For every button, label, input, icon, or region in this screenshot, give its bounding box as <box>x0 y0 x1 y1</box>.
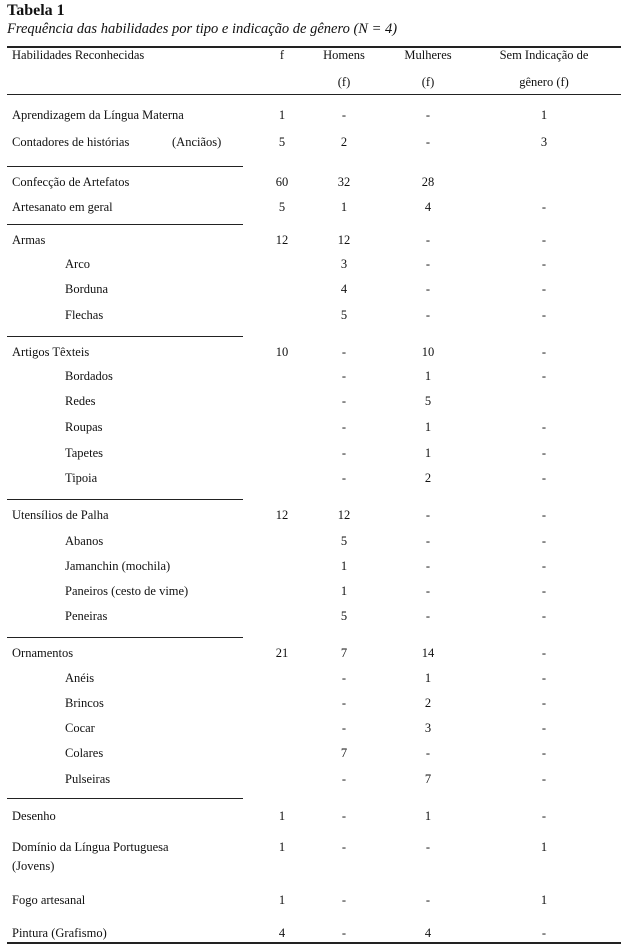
cell-homens: 5 <box>340 308 348 322</box>
cell-sem-indicacao: - <box>541 282 547 296</box>
group-divider <box>7 336 243 337</box>
cell-sem-indicacao: - <box>541 809 547 823</box>
cell-homens: 3 <box>340 257 348 271</box>
cell-mulheres: 1 <box>424 446 432 460</box>
cell-sem-indicacao: - <box>541 746 547 760</box>
subitem-label: Colares <box>65 746 104 760</box>
cell-f: 5 <box>278 200 286 214</box>
cell-homens: - <box>341 471 347 485</box>
cell-mulheres: - <box>425 308 431 322</box>
cell-homens: - <box>341 809 347 823</box>
cell-mulheres: - <box>425 135 431 149</box>
cell-homens: - <box>341 369 347 383</box>
cell-mulheres: - <box>425 840 431 854</box>
cell-sem-indicacao: 1 <box>540 108 548 122</box>
subitem-label: Abanos <box>65 534 104 548</box>
subitem-label: Peneiras <box>65 609 108 623</box>
cell-sem-indicacao: - <box>541 420 547 434</box>
group-divider <box>7 637 243 638</box>
cell-homens: - <box>341 696 347 710</box>
cell-sem-indicacao: 1 <box>540 893 548 907</box>
cell-homens: 32 <box>337 175 351 189</box>
subitem-label: Borduna <box>65 282 109 296</box>
table-rule <box>7 942 621 944</box>
cell-sem-indicacao: - <box>541 609 547 623</box>
cell-mulheres: - <box>425 282 431 296</box>
subitem-label: Arco <box>65 257 90 271</box>
cell-homens: - <box>341 926 347 940</box>
header-sem-indicacao: Sem Indicação de <box>499 48 589 62</box>
subitem-label: Tapetes <box>65 446 103 460</box>
cell-homens: - <box>341 772 347 786</box>
cell-mulheres: - <box>425 108 431 122</box>
subitem-label: Jamanchin (mochila) <box>65 559 171 573</box>
cell-homens: 5 <box>340 534 348 548</box>
cell-mulheres: - <box>425 584 431 598</box>
cell-mulheres: - <box>425 893 431 907</box>
cell-sem-indicacao: - <box>541 446 547 460</box>
cell-sem-indicacao: - <box>541 200 547 214</box>
cell-homens: - <box>341 108 347 122</box>
cell-mulheres: - <box>425 559 431 573</box>
subitem-label: Brincos <box>65 696 104 710</box>
cell-mulheres: 14 <box>421 646 435 660</box>
table-caption-subtitle: Frequência das habilidades por tipo e indicação de gênero (N = 4) <box>7 21 398 37</box>
cell-sem-indicacao: 1 <box>540 840 548 854</box>
header-homens: Homens <box>323 48 365 62</box>
cell-f: 1 <box>278 893 286 907</box>
cell-homens: - <box>341 420 347 434</box>
header-homens-unit: (f) <box>337 75 351 89</box>
category-label: Desenho <box>12 809 56 823</box>
category-label: Artesanato em geral <box>12 200 113 214</box>
cell-mulheres: 28 <box>421 175 435 189</box>
cell-sem-indicacao: - <box>541 345 547 359</box>
cell-mulheres: 5 <box>424 394 432 408</box>
cell-mulheres: 1 <box>424 369 432 383</box>
subitem-label: Bordados <box>65 369 113 383</box>
header-mulheres-unit: (f) <box>421 75 435 89</box>
cell-homens: - <box>341 345 347 359</box>
cell-f: 21 <box>275 646 289 660</box>
category-label: Ornamentos <box>12 646 74 660</box>
cell-homens: - <box>341 671 347 685</box>
cell-mulheres: - <box>425 508 431 522</box>
category-label: Contadores de histórias <box>12 135 130 149</box>
cell-sem-indicacao: - <box>541 233 547 247</box>
group-divider <box>7 224 243 225</box>
cell-homens: 7 <box>340 746 348 760</box>
header-skills: Habilidades Reconhecidas <box>12 48 145 62</box>
subitem-label: Cocar <box>65 721 95 735</box>
cell-mulheres: 1 <box>424 809 432 823</box>
cell-mulheres: 3 <box>424 721 432 735</box>
category-label-line2: (Jovens) <box>12 859 55 873</box>
cell-sem-indicacao: - <box>541 369 547 383</box>
cell-mulheres: - <box>425 534 431 548</box>
category-label-extra: (Anciãos) <box>172 135 222 149</box>
cell-homens: 12 <box>337 508 351 522</box>
category-label: Utensílios de Palha <box>12 508 109 522</box>
cell-f: 1 <box>278 840 286 854</box>
cell-f: 12 <box>275 508 289 522</box>
cell-f: 1 <box>278 108 286 122</box>
category-label: Pintura (Grafismo) <box>12 926 107 940</box>
group-divider <box>7 499 243 500</box>
cell-mulheres: 10 <box>421 345 435 359</box>
cell-homens: 2 <box>340 135 348 149</box>
category-label: Confecção de Artefatos <box>12 175 130 189</box>
cell-mulheres: 1 <box>424 671 432 685</box>
cell-mulheres: - <box>425 257 431 271</box>
cell-homens: - <box>341 893 347 907</box>
subitem-label: Roupas <box>65 420 103 434</box>
cell-mulheres: 4 <box>424 926 432 940</box>
cell-sem-indicacao: - <box>541 721 547 735</box>
cell-sem-indicacao: - <box>541 559 547 573</box>
subitem-label: Pulseiras <box>65 772 111 786</box>
cell-sem-indicacao: - <box>541 534 547 548</box>
cell-mulheres: - <box>425 233 431 247</box>
cell-sem-indicacao: - <box>541 772 547 786</box>
cell-mulheres: - <box>425 609 431 623</box>
cell-mulheres: 4 <box>424 200 432 214</box>
header-mulheres: Mulheres <box>404 48 452 62</box>
cell-mulheres: - <box>425 746 431 760</box>
cell-sem-indicacao: - <box>541 696 547 710</box>
cell-f: 1 <box>278 809 286 823</box>
cell-sem-indicacao: - <box>541 926 547 940</box>
cell-homens: 1 <box>340 584 348 598</box>
category-label: Aprendizagem da Língua Materna <box>12 108 184 122</box>
cell-f: 10 <box>275 345 289 359</box>
cell-sem-indicacao: - <box>541 308 547 322</box>
table-caption-title: Tabela 1 <box>7 2 65 19</box>
cell-homens: 12 <box>337 233 351 247</box>
category-label: Armas <box>12 233 46 247</box>
cell-homens: 5 <box>340 609 348 623</box>
category-label: Domínio da Língua Portuguesa <box>12 840 169 854</box>
cell-mulheres: 7 <box>424 772 432 786</box>
cell-sem-indicacao: - <box>541 508 547 522</box>
cell-mulheres: 2 <box>424 696 432 710</box>
cell-sem-indicacao: - <box>541 646 547 660</box>
category-label: Artigos Têxteis <box>12 345 90 359</box>
cell-homens: - <box>341 721 347 735</box>
group-divider <box>7 798 243 799</box>
cell-homens: 1 <box>340 559 348 573</box>
subitem-label: Redes <box>65 394 96 408</box>
subitem-label: Paneiros (cesto de vime) <box>65 584 189 598</box>
subitem-label: Tipoia <box>65 471 98 485</box>
cell-homens: - <box>341 394 347 408</box>
cell-homens: - <box>341 840 347 854</box>
subitem-label: Flechas <box>65 308 104 322</box>
cell-f: 4 <box>278 926 286 940</box>
cell-sem-indicacao: - <box>541 671 547 685</box>
cell-sem-indicacao: - <box>541 257 547 271</box>
cell-f: 60 <box>275 175 289 189</box>
cell-f: 12 <box>275 233 289 247</box>
category-label: Fogo artesanal <box>12 893 86 907</box>
subitem-label: Anéis <box>65 671 95 685</box>
cell-sem-indicacao: 3 <box>540 135 548 149</box>
cell-mulheres: 1 <box>424 420 432 434</box>
cell-homens: 1 <box>340 200 348 214</box>
cell-homens: 4 <box>340 282 348 296</box>
group-divider <box>7 166 243 167</box>
cell-f: 5 <box>278 135 286 149</box>
group-divider <box>7 94 621 95</box>
cell-homens: 7 <box>340 646 348 660</box>
cell-sem-indicacao: - <box>541 584 547 598</box>
cell-homens: - <box>341 446 347 460</box>
cell-sem-indicacao: - <box>541 471 547 485</box>
cell-mulheres: 2 <box>424 471 432 485</box>
header-f: f <box>279 48 285 62</box>
header-sem-indicacao-line2: gênero (f) <box>519 75 569 89</box>
